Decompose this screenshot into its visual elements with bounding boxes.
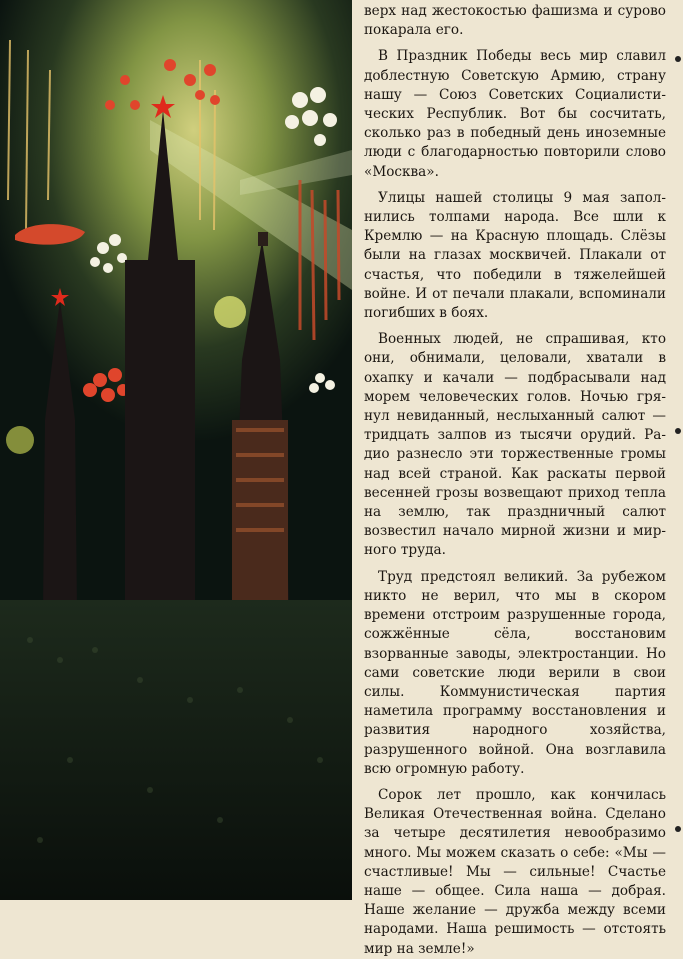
article-paragraph-2: В Праздник Победы весь мир славил доблестную Советскую Армию, страну нашу — Союз Советских Социалистических Республик. Вот бы сосчитать, сколько раз в победный день иноземные люди с благодарностью повторили слово «Москва». [364,48,666,180]
article-paragraph-6: Сорок лет прошло, как кончилась Великая Отечественная война. Сделано за четыре десятилетия невообразимо много. Мы можем сказать о себе: «Мы — счастливые! Мы — сильные! Счастье наше — общее. Сила наша — добрая. Наше желание — дружба между всеми народами. Наша решимость — отстоять мир на земле!» [364,786,666,957]
page-edge-mark [675,428,681,434]
article-paragraph-4: Военных людей, не спрашивая, кто они, обнимали, целовали, хватали в охапку и качали — подбрасывали над морем человеческих голов. Ночью грянул невиданный, неслыханный салют — тридцать залпов из тысячи орудий. Радио разнесло эти торжественные громы над всей страной. Как раскаты первой весенней грозы возвещают приход тепла на землю, так праздничный салют возвестил начало мирной жизни и мирного труда. [364,331,666,559]
article-paragraph-1: верх над жестокостью фашизма и сурово покарала его. [364,3,666,39]
article-paragraph-3: Улицы нашей столицы 9 мая заполнились толпами народа. Все шли к Кремлю — на Красную площадь. Слёзы были на глазах москвичей. Плакали от счастья, что победили в тяжелейшей войне. И от печали плакали, вспоминали погибших в боях. [364,189,666,322]
illustration-svg [0,0,352,900]
kremlin-fireworks-illustration [0,0,352,900]
page-edge-mark [675,56,681,62]
article-text [364,2,666,957]
page-edge-mark [675,826,681,832]
article-paragraph-5: Труд предстоял великий. За рубежом никто не верил, что мы в скором времени отстроим разрушенные города, сожжённые сёла, восстановим взорванные заводы, электростанции. Но сами советские люди верили в свои силы. Коммунистическая партия наметила программу восстановления и развития народного хозяйства, разрушенного войной. Она возглавила всю огромную работу. [364,568,666,777]
